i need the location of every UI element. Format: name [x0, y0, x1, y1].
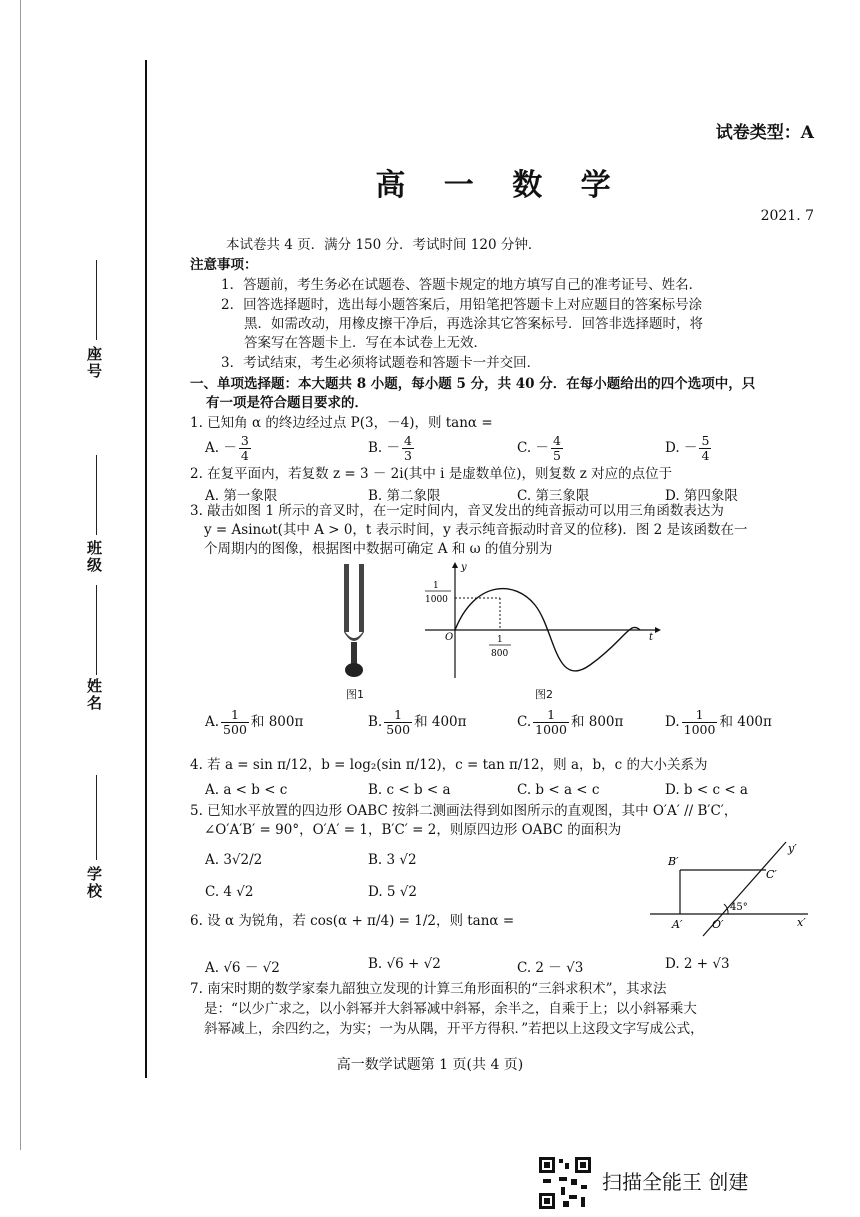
q4-option-b[interactable]: B. c < b < a	[368, 782, 451, 798]
notice-1: 1．答题前，考生务必在试题卷、答题卡规定的地方填写自己的准考证号、姓名．	[221, 277, 703, 293]
tuning-fork-figure	[330, 560, 380, 685]
q6-option-c[interactable]: C. 2 － √3	[517, 960, 584, 976]
q4-option-d[interactable]: D. b < c < a	[665, 782, 748, 798]
q3-option-c[interactable]: C. $\frac{1}{1000}$ 和 800π	[517, 707, 624, 737]
q2-stem: 2. 在复平面内，若复数 z = 3 － 2i(其中 i 是虚数单位)，则复数 z 对应的点位于	[190, 466, 673, 482]
name-label: 姓名	[85, 678, 103, 712]
seat-blank[interactable]	[96, 260, 97, 340]
notice-title: 注意事项：	[190, 257, 258, 273]
notice-2c: 答案写在答题卡上．写在本试卷上无效．	[244, 335, 487, 351]
origin-label: O	[445, 632, 454, 643]
q4-option-a[interactable]: A. a < b < c	[205, 782, 288, 798]
q5-line-1: 5. 已知水平放置的四边形 OABC 按斜二测画法得到如图所示的直观图，其中 O′A′ // B′C′，	[190, 803, 738, 819]
q3-option-a[interactable]: A. $\frac{1}{500}$ 和 800π	[205, 707, 304, 737]
x-tick-num: 1	[497, 635, 503, 645]
section-heading: 一、单项选择题：本大题共 8 小题，每小题 5 分，共 40 分．在每小题给出的四个选项中，只	[190, 376, 756, 392]
q6-stem: 6. 设 α 为锐角，若 cos(α + π/4) = 1/2，则 tanα =	[190, 913, 515, 929]
scanner-watermark: 扫描全能王 创建	[602, 1170, 749, 1194]
q5-line-2: ∠O′A′B′ = 90°，O′A′ = 1，B′C′ = 2，则原四边形 OABC 的面积为	[204, 822, 622, 838]
q1-option-d[interactable]: D. － $\frac{5}{4}$	[665, 433, 710, 463]
qr-code-icon	[537, 1155, 593, 1211]
q3-line-1: 3. 敲击如图 1 所示的音叉时，在一定时间内，音叉发出的纯音振动可以用三角函数表达为	[190, 503, 724, 519]
binding-line	[145, 60, 147, 1078]
q5-option-c[interactable]: C. 4 √2	[205, 884, 254, 900]
fig1-caption: 图1	[346, 688, 364, 701]
sine-graph	[415, 560, 665, 680]
fig-o-label: O′	[712, 918, 724, 931]
notice-3: 3．考试结束，考生必须将试题卷和答题卡一并交回．	[221, 355, 541, 371]
fig-c-label: C′	[766, 868, 777, 881]
class-blank[interactable]	[96, 455, 97, 535]
paper-type: 试卷类型：A	[715, 123, 814, 143]
fig-a-label: A′	[672, 918, 683, 931]
intro-text: 本试卷共 4 页．满分 150 分．考试时间 120 分钟．	[226, 237, 542, 253]
y-axis-label: y	[461, 562, 467, 573]
q5-option-d[interactable]: D. 5 √2	[368, 884, 417, 900]
q7-line-2: 是：“以少广求之，以小斜幂并大斜幂减中斜幂，余半之，自乘于上；以小斜幂乘大	[204, 1001, 697, 1017]
y-tick-den: 1000	[425, 595, 448, 605]
class-label: 班级	[85, 540, 103, 574]
section-heading-2: 有一项是符合题目要求的．	[206, 395, 368, 411]
t-axis-label: t	[649, 632, 654, 643]
q2-option-c[interactable]: C. 第三象限	[517, 488, 590, 504]
q6-option-d[interactable]: D. 2 + √3	[665, 956, 730, 972]
fig2-caption: 图2	[535, 688, 553, 701]
q2-option-b[interactable]: B. 第二象限	[368, 488, 441, 504]
q2-option-d[interactable]: D. 第四象限	[665, 488, 738, 504]
fig-x-label: x′	[797, 916, 806, 929]
q7-line-1: 7. 南宋时期的数学家秦九韶独立发现的计算三角形面积的“三斜求积术”，其求法	[190, 981, 667, 997]
q4-option-c[interactable]: C. b < a < c	[517, 782, 600, 798]
q5-option-a[interactable]: A. 3√2/2	[205, 852, 263, 868]
q3-line-3: 个周期内的图像，根据图中数据可确定 A 和 ω 的值分别为	[204, 541, 553, 557]
school-label: 学校	[85, 866, 103, 900]
exam-date: 2021. 7	[760, 208, 814, 224]
name-blank[interactable]	[96, 585, 97, 675]
q3-option-b[interactable]: B. $\frac{1}{500}$ 和 400π	[368, 707, 467, 737]
notice-2: 2．回答选择题时，选出每小题答案后，用铅笔把答题卡上对应题目的答案标号涂	[221, 297, 703, 313]
q2-option-a[interactable]: A. 第一象限	[205, 488, 278, 504]
q5-option-b[interactable]: B. 3 √2	[368, 852, 417, 868]
notice-2b: 黑．如需改动，用橡皮擦干净后，再选涂其它答案标号．回答非选择题时，将	[244, 316, 703, 332]
q1-option-b[interactable]: B. － $\frac{4}{3}$	[368, 433, 412, 463]
q3-line-2: y = Asinωt(其中 A > 0，t 表示时间，y 表示纯音振动时音叉的位移)．图 2 是该函数在一	[204, 522, 748, 538]
q7-line-3: 斜幂减上，余四约之，为实；一为从隅，开平方得积．”若把以上这段文字写成公式，	[204, 1021, 704, 1037]
school-blank[interactable]	[96, 775, 97, 860]
oblique-figure	[648, 838, 813, 938]
page-footer: 高一数学试题第 1 页(共 4 页)	[336, 1057, 524, 1073]
page-title: 高 一 数 学	[375, 168, 625, 203]
q6-option-a[interactable]: A. √6 － √2	[205, 960, 280, 976]
seat-label: 座号	[85, 346, 103, 380]
q6-option-b[interactable]: B. √6 + √2	[368, 956, 441, 972]
q1-stem: 1. 已知角 α 的终边经过点 P(3，－4)，则 tanα =	[190, 415, 493, 431]
q1-option-a[interactable]: A. － $\frac{3}{4}$	[205, 433, 249, 463]
q1-option-c[interactable]: C. － $\frac{4}{5}$	[517, 433, 561, 463]
fig-b-label: B′	[668, 855, 679, 868]
q4-stem: 4. 若 a = sin π/12，b = log₂(sin π/12)，c = tan π/12，则 a，b，c 的大小关系为	[190, 757, 708, 773]
q3-option-d[interactable]: D. $\frac{1}{1000}$ 和 400π	[665, 707, 772, 737]
x-tick-den: 800	[491, 649, 509, 659]
fig-angle-label: 45°	[730, 902, 748, 913]
y-tick-num: 1	[433, 581, 439, 591]
fig-y-label: y′	[788, 842, 797, 855]
